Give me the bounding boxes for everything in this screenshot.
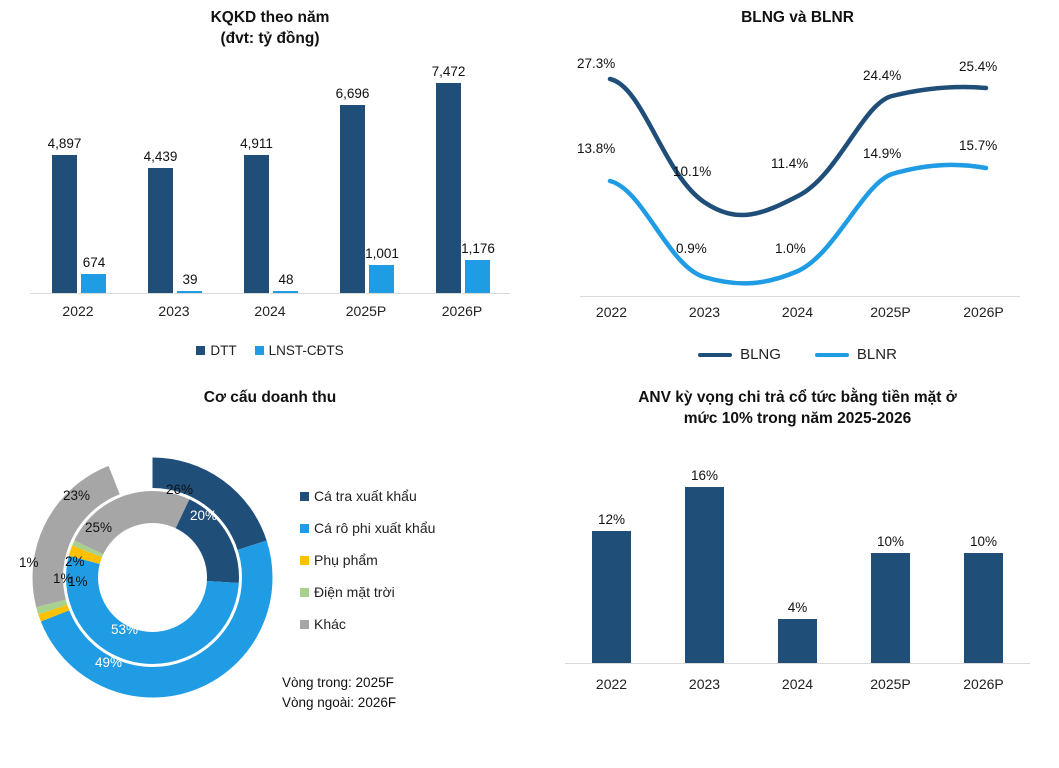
legend-item-dtt[interactable] xyxy=(196,343,236,358)
cat-label-blng-2026p: 2026P xyxy=(963,304,1004,320)
bar-cotuc-2024 xyxy=(778,619,817,663)
cat-label-cotuc-2026p: 2026P xyxy=(963,676,1004,692)
cat-label-2025p: 2025P xyxy=(345,303,387,319)
note-inner-ring: Vòng trong: 2025F xyxy=(282,675,394,690)
chart-co-cau-doanh-thu xyxy=(10,388,530,763)
chart-pie-ring-note xyxy=(282,673,396,712)
bar-label-cotuc-2022: 12% xyxy=(597,512,626,527)
legend-item-khac[interactable] xyxy=(300,616,435,632)
bar-group-2025p xyxy=(318,68,414,293)
chart-blng-svg xyxy=(563,56,1033,296)
chart-cotuc-title-line1: ANV kỳ vọng chi trả cổ tức bằng tiền mặt ở xyxy=(638,389,957,406)
chart-kqkd-category-labels xyxy=(30,303,510,319)
bar-group-cotuc-2022 xyxy=(565,463,658,663)
chart-blng-blnr xyxy=(545,8,1050,383)
legend-item-lnst-cdts[interactable] xyxy=(255,343,344,358)
chart-co-tuc xyxy=(545,388,1050,763)
chart-kqkd-plot xyxy=(30,64,510,293)
donut-outer-label-khac: 23% xyxy=(63,488,91,503)
point-label-blng-2023: 10.1% xyxy=(673,164,712,179)
legend-label-ca-ro-phi: Cá rô phi xuất khẩu xyxy=(314,520,436,536)
donut-inner-label-phu-pham: 2% xyxy=(65,554,85,569)
legend-label-dien-mat-troi: Điện mặt trời xyxy=(314,584,395,600)
bar-group-cotuc-2024 xyxy=(751,463,844,663)
donut-outer-label-ca-ro-phi: 49% xyxy=(95,655,123,670)
legend-swatch-ca-ro-phi xyxy=(300,524,309,533)
bar-label-lnst-2023: 39 xyxy=(182,272,198,287)
cat-label-blng-2024: 2024 xyxy=(781,304,814,320)
bar-dtt-2022 xyxy=(52,155,77,293)
point-label-blnr-2025p: 14.9% xyxy=(863,146,902,161)
legend-swatch-khac xyxy=(300,620,309,629)
point-label-blng-2024: 11.4% xyxy=(771,156,809,171)
bar-group-2022 xyxy=(30,68,126,293)
bar-label-lnst-2024: 48 xyxy=(278,272,294,287)
chart-cotuc-title xyxy=(545,388,1050,430)
legend-label-dtt: DTT xyxy=(210,343,237,358)
point-label-blnr-2024: 1.0% xyxy=(775,241,806,256)
chart-cotuc-category-labels xyxy=(565,676,1030,692)
chart-blng-category-labels xyxy=(565,304,1030,320)
chart-blng-plot xyxy=(563,56,1033,296)
legend-item-ca-ro-phi-xuat-khau[interactable] xyxy=(300,520,435,536)
bar-label-lnst-2022: 674 xyxy=(82,255,106,270)
cat-label-blng-2023: 2023 xyxy=(688,304,721,320)
chart-kqkd-theo-nam xyxy=(10,8,530,383)
cat-label-2026p: 2026P xyxy=(441,303,483,319)
bar-group-cotuc-2023 xyxy=(658,463,751,663)
bar-label-cotuc-2023: 16% xyxy=(690,468,719,483)
cat-label-blng-2022: 2022 xyxy=(595,304,628,320)
legend-label-khac: Khác xyxy=(314,616,346,632)
legend-swatch-dien-mat-troi xyxy=(300,588,309,597)
cat-label-blng-2025p: 2025P xyxy=(870,304,911,320)
point-label-blnr-2022: 13.8% xyxy=(577,141,616,156)
legend-label-lnst-cdts: LNST-CĐTS xyxy=(268,343,344,358)
cat-label-cotuc-2023: 2023 xyxy=(688,676,721,692)
legend-line-blnr xyxy=(815,353,849,357)
bar-label-lnst-2025p: 1,001 xyxy=(365,246,399,261)
point-label-blng-2022: 27.3% xyxy=(577,56,616,71)
legend-item-phu-pham[interactable] xyxy=(300,552,435,568)
legend-label-blnr: BLNR xyxy=(856,346,897,363)
bar-cotuc-2025p xyxy=(871,553,910,663)
legend-line-blng xyxy=(698,353,732,357)
bar-label-lnst-2026p: 1,176 xyxy=(461,241,495,256)
legend-swatch-phu-pham xyxy=(300,556,309,565)
legend-swatch-ca-tra xyxy=(300,492,309,501)
bar-label-cotuc-2025p: 10% xyxy=(876,534,905,549)
chart-kqkd-subtitle: (đvt: tỷ đồng) xyxy=(220,29,320,47)
cat-label-cotuc-2025p: 2025P xyxy=(870,676,911,692)
bar-cotuc-2023 xyxy=(685,487,724,663)
chart-cotuc-title-line2: mức 10% trong năm 2025-2026 xyxy=(683,409,912,427)
note-outer-ring: Vòng ngoài: 2026F xyxy=(282,694,397,710)
bar-dtt-2025p xyxy=(340,105,365,293)
legend-item-dien-mat-troi[interactable] xyxy=(300,584,435,600)
legend-label-ca-tra: Cá tra xuất khẩu xyxy=(314,488,417,504)
chart-cotuc-axis xyxy=(565,663,1030,664)
chart-kqkd-axis xyxy=(30,293,510,294)
legend-label-phu-pham: Phụ phẩm xyxy=(314,552,378,568)
bar-label-dtt-2024: 4,911 xyxy=(240,136,273,151)
donut-inner-label-ca-ro-phi: 53% xyxy=(111,622,139,637)
legend-item-blng[interactable] xyxy=(698,346,781,363)
bar-group-2026p xyxy=(414,64,510,293)
chart-kqkd-title xyxy=(10,8,530,50)
bar-label-dtt-2022: 4,897 xyxy=(47,136,82,151)
donut-outer-label-ca-tra: 20% xyxy=(190,508,218,523)
chart-cotuc-plot xyxy=(565,463,1030,663)
donut-outer-label-dien-mat-troi: 1% xyxy=(53,571,73,586)
legend-swatch-dtt xyxy=(196,346,205,355)
line-blng xyxy=(610,79,986,215)
bar-group-2024 xyxy=(222,68,318,293)
bar-label-dtt-2025p: 6,696 xyxy=(335,86,370,101)
chart-pie-legend xyxy=(300,488,435,632)
bar-dtt-2026p xyxy=(436,83,461,293)
bar-label-dtt-2026p: 7,472 xyxy=(431,64,466,79)
bar-label-dtt-2023: 4,439 xyxy=(143,149,178,164)
chart-blng-title: BLNG và BLNR xyxy=(741,9,854,26)
bar-label-cotuc-2024: 4% xyxy=(787,600,808,615)
point-label-blnr-2023: 0.9% xyxy=(676,241,707,256)
ring-divider-inner xyxy=(99,524,206,631)
point-label-blng-2025p: 24.4% xyxy=(863,68,902,83)
bar-group-2023 xyxy=(126,68,222,293)
cat-label-2024: 2024 xyxy=(254,303,286,319)
cat-label-cotuc-2022: 2022 xyxy=(595,676,628,692)
cat-label-cotuc-2024: 2024 xyxy=(781,676,814,692)
point-label-blnr-2026p: 15.7% xyxy=(959,138,998,153)
chart-blng-legend xyxy=(545,346,1050,363)
cat-label-2023: 2023 xyxy=(158,303,190,319)
donut-inner-label-khac: 25% xyxy=(85,520,113,535)
chart-pie-donut xyxy=(19,450,280,705)
donut-inner-label-ca-tra: 26% xyxy=(166,482,194,497)
bar-group-cotuc-2025p xyxy=(844,463,937,663)
bar-group-cotuc-2026p xyxy=(937,463,1030,663)
bar-cotuc-2026p xyxy=(964,553,1003,663)
chart-kqkd-legend xyxy=(10,343,530,358)
point-label-blng-2026p: 25.4% xyxy=(959,59,998,74)
line-blnr xyxy=(610,165,986,283)
donut-inner-label-dien-mat-troi: 1% xyxy=(68,574,88,589)
bar-lnst-2022 xyxy=(81,274,106,293)
bar-lnst-2026p xyxy=(465,260,490,293)
chart-pie-title: Cơ cấu doanh thu xyxy=(203,389,337,406)
legend-label-blng: BLNG xyxy=(740,346,781,363)
legend-item-ca-tra-xuat-khau[interactable] xyxy=(300,488,435,504)
bar-lnst-2025p xyxy=(369,265,394,293)
legend-item-blnr[interactable] xyxy=(815,346,897,363)
chart-kqkd-title-main: KQKD theo năm xyxy=(210,9,330,26)
chart-blng-axis xyxy=(580,296,1020,297)
legend-swatch-lnst-cdts xyxy=(255,346,264,355)
donut-outer-label-phu-pham: 1% xyxy=(19,555,39,570)
cat-label-2022: 2022 xyxy=(62,303,94,319)
bar-label-cotuc-2026p: 10% xyxy=(969,534,998,549)
bar-cotuc-2022 xyxy=(592,531,631,663)
